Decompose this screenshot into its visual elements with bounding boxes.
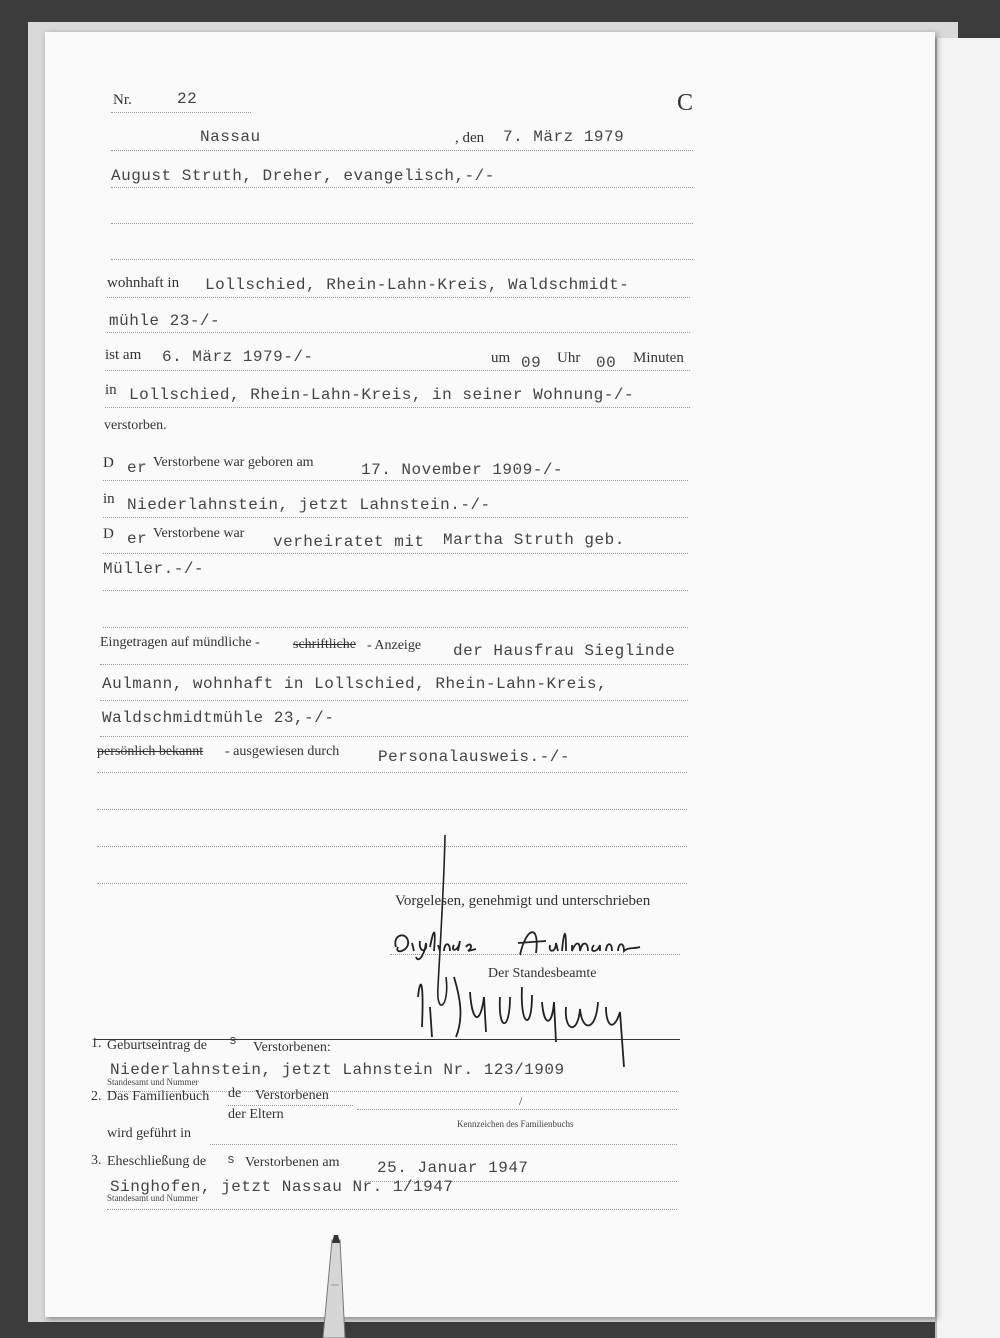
footnote-3-value: Singhofen, jetzt Nassau Nr. 1/1947 [110,1178,454,1196]
footnote-2-sub: Kennzeichen des Familienbuchs [457,1119,574,1129]
death-place-label: in [105,382,117,398]
id-document: Personalausweis.-/- [378,748,570,766]
footnote-3-date: 25. Januar 1947 [377,1159,529,1177]
marital-d: D [103,526,114,542]
registrar-label: Der Standesbeamte [488,966,597,981]
hour: 09 [521,354,542,372]
footnote-3-label-b: Verstorbenen am [245,1155,340,1170]
register-page [45,32,935,1317]
id-label: - ausgewiesen durch [225,744,340,759]
report-label-struck: schriftliche [293,637,356,652]
footnote-2-slash: / [519,1094,523,1108]
death-date-label: ist am [105,347,142,363]
residence-line-1: Lollschied, Rhein-Lahn-Kreis, Waldschmidt- [205,276,630,294]
marital-er: er [127,530,148,548]
marital-status: verheiratet mit [273,533,425,551]
hour-label: um [491,350,511,366]
death-date: 6. März 1979-/- [162,348,314,366]
birth-d: D [103,455,114,471]
informant-line-1: der Hausfrau Sieglinde [453,642,676,660]
register-letter: C [677,90,694,116]
birth-er: er [127,459,148,477]
spouse-line-2: Müller.-/- [103,560,205,578]
footnote-2-deceased: Verstorbenen [255,1088,329,1103]
footnote-3-label: Eheschließung de [107,1154,207,1169]
footnote-1-sub: Standesamt und Nummer [107,1077,199,1087]
birth-place: Niederlahnstein, jetzt Lahnstein.-/- [127,496,491,514]
report-label-b: - Anzeige [367,638,422,653]
footnote-2-de: de [228,1086,242,1101]
residence-line-2: mühle 23-/- [109,312,221,330]
footnote-2-parents: der Eltern [228,1107,284,1122]
spouse-line-1: Martha Struth geb. [443,531,625,549]
footnote-2-kept: wird geführt in [107,1126,191,1141]
residence-label: wohnhaft in [107,275,180,291]
footnote-1-value: Niederlahnstein, jetzt Lahnstein Nr. 123/1909 [110,1061,565,1079]
footnote-1-label: Geburtseintrag de [107,1038,207,1053]
informant-line-2: Aulmann, wohnhaft in Lollschied, Rhein-Lahn-Kreis, [102,675,608,693]
footnote-3-s: s [227,1152,236,1167]
birth-label: Verstorbene war geboren am [153,455,314,470]
place: Nassau [200,128,261,146]
id-label-struck: persönlich bekannt [97,744,204,759]
nr-label: Nr. [113,92,132,108]
facing-page [935,38,1000,1338]
footnote-2-label: Das Familienbuch [107,1089,210,1104]
footnote-1-label-b: Verstorbenen: [253,1040,331,1055]
date-prefix: , den [455,130,485,146]
footnote-1-num: 1. [91,1036,102,1051]
hour-unit: Uhr [557,350,581,366]
marital-label: Verstorbene war [153,526,245,541]
record-number: 22 [177,90,198,108]
minutes-label: Minuten [633,350,684,366]
birth-place-label: in [103,491,115,507]
registrar-signature [410,827,660,1067]
minutes: 00 [596,354,617,372]
pen [305,1235,365,1338]
footnote-1-s: s [229,1033,238,1048]
footnote-3-num: 3. [91,1153,102,1168]
died-label: verstorben. [104,418,167,433]
record-date: 7. März 1979 [503,128,625,146]
birth-date: 17. November 1909-/- [361,461,564,479]
report-label-a: Eingetragen auf mündliche - [100,635,260,650]
read-approved-label: Vorgelesen, genehmigt und unterschrieben [395,893,651,909]
footnote-3-sub: Standesamt und Nummer [107,1193,199,1203]
informant-line-3: Waldschmidtmühle 23,-/- [102,709,335,727]
death-place: Lollschied, Rhein-Lahn-Kreis, in seiner Wohnung-/- [129,386,635,404]
deceased-person: August Struth, Dreher, evangelisch,-/- [111,167,495,185]
footnote-2-num: 2. [91,1089,102,1104]
